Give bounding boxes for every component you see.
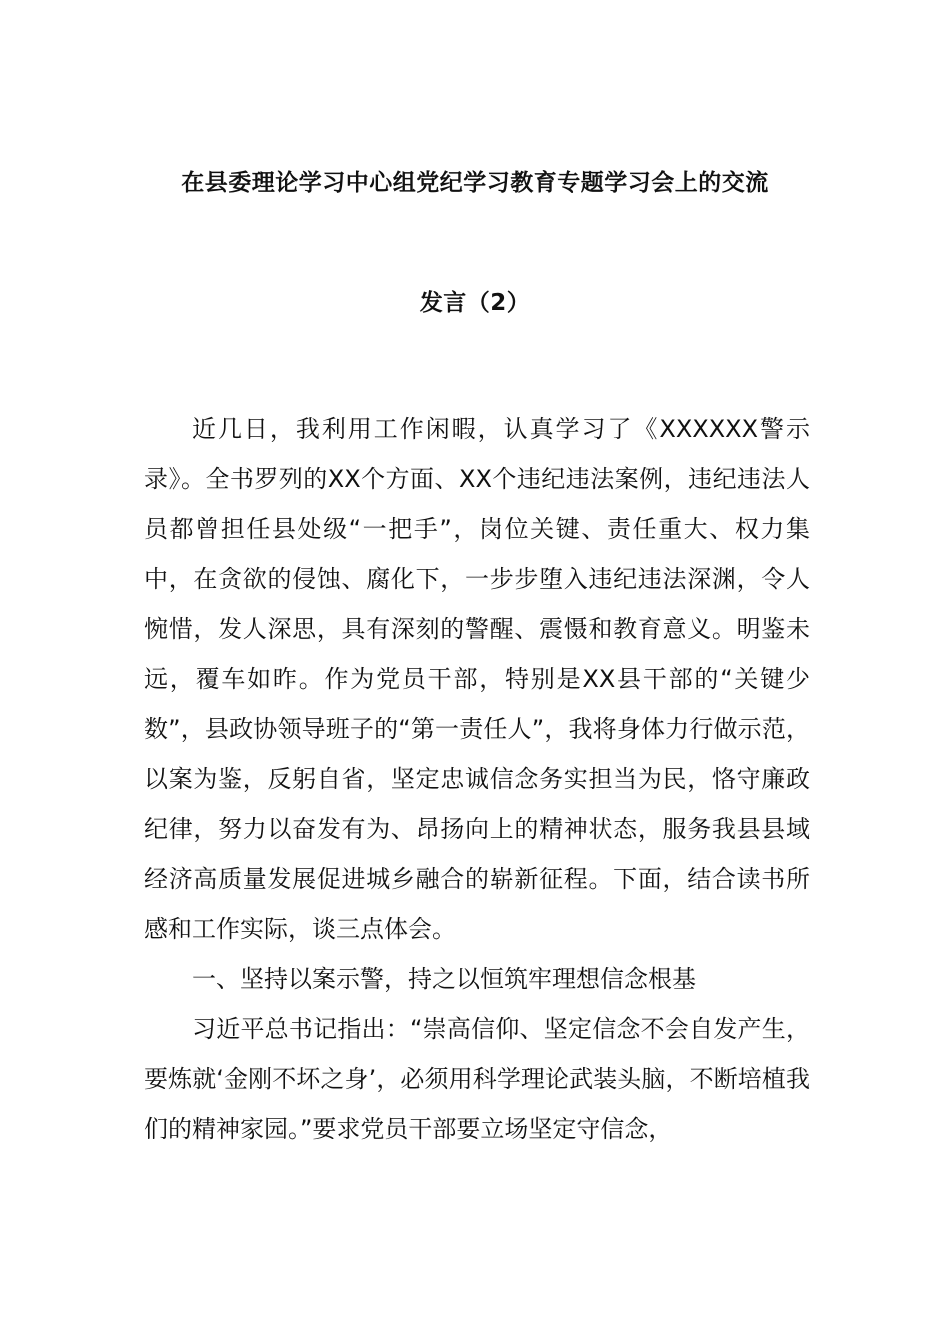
body-paragraph-quote: 习近平总书记指出：“崇高信仰、坚定信念不会自发产生，要炼就‘金刚不坏之身’，必须用科学理论武装头脑，不断培植我们的精神家园。”要求党员干部要立场坚定守信念， <box>144 1015 810 1143</box>
document-title-line-1: 在县委理论学习中心组党纪学习教育专题学习会上的交流 <box>181 170 769 196</box>
document-body <box>144 404 810 1154</box>
document-title-line-2: 发言（2） <box>419 290 531 316</box>
body-paragraph-intro: 近几日，我利用工作闲暇，认真学习了《XXXXXX警示录》。全书罗列的XX个方面、XX个违纪违法案例，违纪违法人员都曾担任县处级“一把手”，岗位关键、责任重大、权力集中，在贪欲的侵蚀、腐化下，一步步堕入违纪违法深渊，令人惋惜，发人深思，具有深刻的警醒、震慑和教育意义。明鉴未远，覆车如昨。作为党员干部，特别是XX县干部的“关键少数”，县政协领导班子的“第一责任人”，我将身体力行做示范，以案为鉴，反躬自省，坚定忠诚信念务实担当为民，恪守廉政纪律，努力以奋发有为、昂扬向上的精神状态，服务我县县域经济高质量发展促进城乡融合的崭新征程。下面，结合读书所感和工作实际，谈三点体会。 <box>144 415 810 943</box>
section-heading-1: 一、坚持以案示警，持之以恒筑牢理想信念根基 <box>192 965 696 993</box>
